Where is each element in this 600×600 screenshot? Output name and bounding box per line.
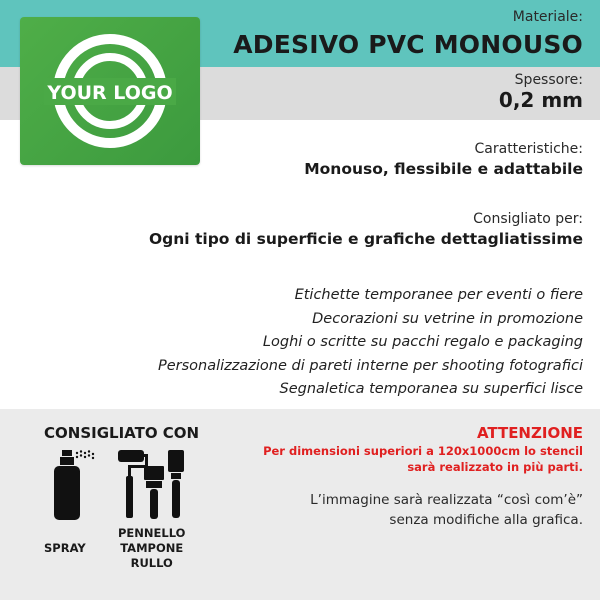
attention-text [263,443,583,475]
spray-label: SPRAY [44,541,86,555]
attention-line: sarà realizzato in più parti. [407,460,583,474]
features-label: Caratteristiche: [474,141,583,157]
recommended-label: Consigliato per: [473,211,583,227]
uses-list [158,284,583,402]
thickness-value: 0,2 mm [498,88,583,112]
recommended-with-title: CONSIGLIATO CON [44,424,200,442]
brush-roller-pad-icon [116,448,188,522]
list-item: Etichette temporanee per eventi o fiere [294,287,583,303]
thickness-label: Spessore: [514,72,583,88]
material-value: ADESIVO PVC MONOUSO [233,30,583,59]
attention-line: Per dimensioni superiori a 120x1000cm lo stencil [263,444,583,458]
note-line: senza modifiche alla grafica. [389,512,583,528]
features-value: Monouso, flessibile e adattabile [304,160,583,178]
list-item: Personalizzazione di pareti interne per shooting fotografici [157,357,583,374]
recommended-value: Ogni tipo di superficie e grafiche dettagliatissime [148,230,583,248]
material-label: Materiale: [512,9,583,25]
logo-icon [20,17,200,165]
list-item: Loghi o scritte su pacchi regalo e packaging [262,334,583,350]
list-item: Segnaletica temporanea su superfici lisce [279,381,583,397]
tool-pad-label: TAMPONE [120,541,184,555]
logo-text: YOUR LOGO [47,82,173,104]
tools-label [118,526,185,571]
tool-brush-label: PENNELLO [118,526,186,540]
note-line: L’immagine sarà realizzata “così com’è” [310,492,583,508]
tool-roller-label: RULLO [130,556,173,570]
spray-can-icon [48,450,98,522]
attention-title: ATTENZIONE [476,424,583,442]
logo-placeholder [20,17,200,165]
list-item: Decorazioni su vetrine in promozione [312,310,583,327]
as-is-note [310,490,583,530]
